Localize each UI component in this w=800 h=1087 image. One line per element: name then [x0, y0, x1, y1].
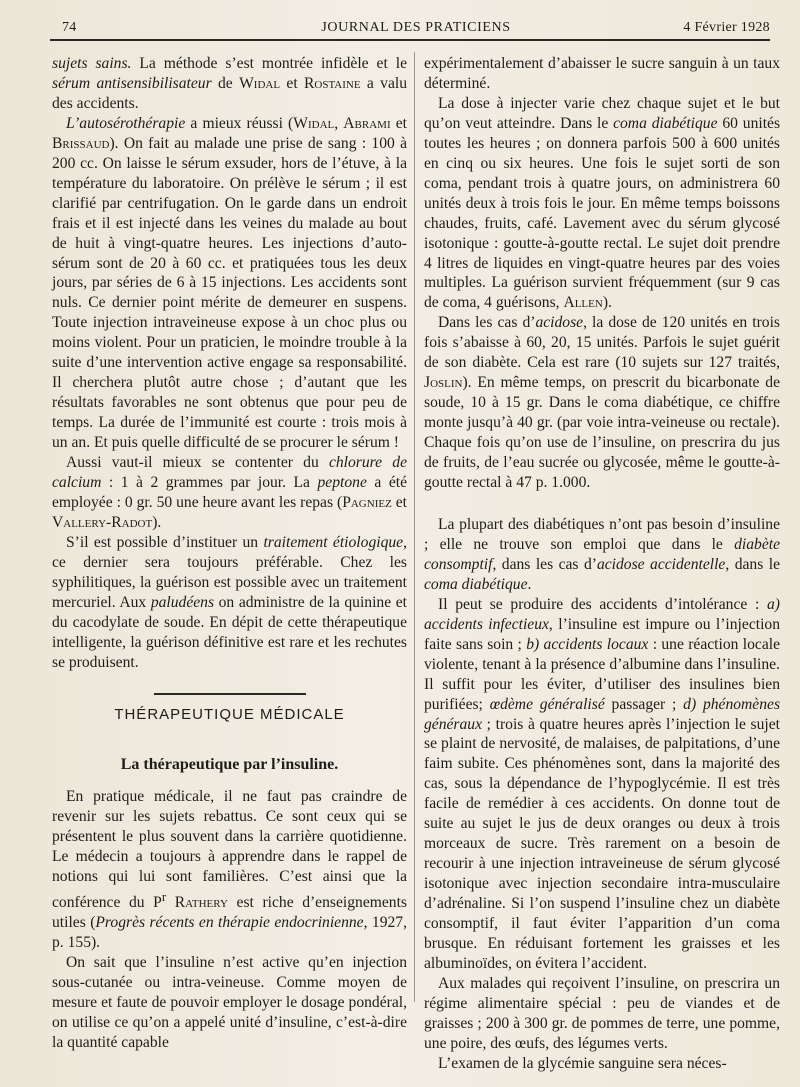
text: , la dose de 120 unités en trois fois s’abaisse à 60, 20, 15 unités. Parfois le sujet guérit de son diabète. Cela est rare (10 sujets sur 127 traités,: [424, 314, 780, 372]
text: La dose à injecter varie chez chaque sujet et le but qu’on veut atteindre. Dans le: [424, 94, 780, 132]
author-name: Vallery-Radot: [52, 513, 153, 531]
text: ).: [602, 294, 612, 312]
text: .: [527, 575, 532, 593]
emphasis: sujets sains.: [52, 55, 132, 72]
text: La plupart des diabétiques n’ont pas besoin d’insuline ; elle ne trouve son emploi que dans le: [424, 515, 780, 553]
author-name: Widal: [239, 74, 281, 92]
paragraph: L’examen de la glycémie sanguine sera néces-: [438, 1054, 727, 1072]
text: S’il est possible d’instituer un: [66, 533, 264, 551]
section-title: THÉRAPEUTIQUE MÉDICALE: [114, 705, 345, 723]
text: et: [280, 74, 304, 92]
text: ; trois à quatre heures après l’injection le sujet se plaint de nervosité, de malaises, de palpitations, d’une faim subite. Ces phénomènes sont, dans la majorité des cas, sous la dépendance de l’hypoglycémie. Il est très facile de remédier à ces accidents. On donne tout de suite au sujet le jus de deux oranges ou deux à trois morceaux de sucre. Très rarement on a besoin de recourir à une injection intraveineuse de sérum glycosé isotonique avec injection secondaire intra-musculaire d’adrénaline. Si l’on suspend l’insuline chez un diabète consomptif, il faut éviter l’apparition d’un coma brusque. En réduisant fortement les graisses et les albuminoïdes, on évitera l’accident.: [424, 715, 780, 972]
text: : 1 à 2 grammes par jour. La: [101, 474, 318, 492]
emphasis: coma diabétique: [424, 575, 528, 593]
author-name: Rostaine: [303, 74, 361, 92]
superscript: r: [161, 889, 167, 905]
emphasis: acidose: [535, 314, 584, 332]
page-number: 74: [62, 20, 77, 35]
paragraph: expérimentalement d’abaisser le sucre sanguin à un taux déterminé.: [424, 55, 780, 92]
text: En pratique médicale, il ne faut pas craindre de revenir sur les sujets rebattus. Ce sont ceux qui se présentent le plus souvent dans la carrière quotidienne. Le médecin a toujours à apprendre dans le rappel de notions qui lui sont familières. C’est ainsi que la conférence du P: [52, 788, 407, 912]
text: a mieux réussi (: [185, 114, 294, 132]
text: ). On fait au malade une prise de sang : 100 à 200 cc. On laisse le sérum exsuder, hors de l’étuve, à la température du laboratoire. On prélève le sérum ; il est clarifié par centrifugation. On le garde dans un endroit frais et il est injecté dans les veines du malade au bout de huit à vingt-quatre heures. Les injections d’auto-sérum sont de 20 à 60 cc. et pratiquées tous les deux jours, par séries de 6 à 15 injections. Les accidents sont nuls. Ce dernier point mérite de demeurer en suspens. Toute injection intraveineuse expose à un choc plus ou moins violent. Pour un praticien, le moindre trouble à la suite d’une intervention active engage sa responsabilité. Il cherchera plutôt autre chose ; d’autant que les résultats favorables ne sont obtenus que pour peu de temps. La durée de l’immunité est courte : trois mois à un an. Et puis quelle difficulté de se procurer le sérum !: [52, 134, 407, 452]
text: , dans les cas d’: [492, 555, 597, 573]
author-name: Rathery: [166, 894, 228, 912]
paragraph: [424, 595, 780, 974]
emphasis: L’autosérothérapie: [66, 114, 186, 132]
text: ,: [334, 114, 344, 132]
author-name: Pagniez: [342, 493, 392, 511]
text: et: [391, 493, 407, 511]
author-name: Brissaud: [52, 134, 110, 152]
paragraph: Aux malades qui reçoivent l’insuline, on prescrira un régime alimentaire spécial : peu de viandes et de graisses ; 200 à 300 gr. de pommes de terre, une pomme, une poire, des œufs, des légumes verts.: [424, 974, 780, 1052]
author-name: Widal: [293, 114, 335, 132]
emphasis: b) accidents locaux: [526, 635, 649, 653]
text: de: [211, 74, 240, 92]
text: Dans les cas d’: [438, 314, 536, 332]
emphasis: coma diabétique: [613, 114, 718, 132]
paragraph: [52, 54, 407, 114]
paragraph: [424, 313, 780, 493]
emphasis: œdème généralisé: [489, 695, 605, 713]
text: ).: [152, 513, 162, 531]
emphasis: d) phénomènes généraux: [424, 695, 781, 733]
emphasis: diabète consomptif: [424, 535, 780, 573]
journal-title: JOURNAL DES PRATICIENS: [321, 20, 511, 35]
article-title: La thérapeutique par l’insuline.: [120, 755, 339, 773]
emphasis: peptone: [317, 474, 367, 492]
paragraph: [424, 515, 780, 595]
text: Il peut se produire des accidents d’intolérance :: [438, 595, 767, 613]
paragraph: [52, 787, 407, 953]
text: passager ;: [604, 695, 684, 713]
text: , dans le: [725, 555, 780, 573]
text: : une réaction locale violente, tenant à la présence d’albumine dans l’insuline. Il suffit pour les éviter, d’utiliser des insulines bien purifiées;: [424, 635, 780, 713]
text: Aussi vaut-il mieux se contenter du: [66, 454, 329, 472]
text: 60 unités toutes les heures ; on donnera parfois 500 à 600 unités en cinq ou six heures. Une fois le sujet sorti de son coma, pendant trois à quatre jours, on administrera 60 unités deux à trois fois le jour. En même temps boissons chaudes, fruits, café. Lavement avec du sérum glycosé isotonique : goutte-à-goutte rectal. Le sujet doit prendre 4 litres de liquides en vingt-quatre heures par des voies multiples. La guérison survient fréquemment (sur 9 cas de coma, 4 guérisons,: [424, 114, 781, 312]
text: a été employée : 0 gr. 50 une heure avant les repas (: [52, 474, 407, 511]
text: , l’insuline est impure ou l’injection faite sans soin ;: [424, 615, 780, 653]
header-rule: [50, 39, 770, 41]
text: La méthode s’est montrée infidèle et le: [131, 55, 407, 72]
emphasis: paludéens: [150, 593, 215, 611]
paragraph: [52, 453, 407, 533]
paragraph: [52, 533, 407, 673]
paragraph: [424, 94, 780, 313]
emphasis: acidose accidentelle: [596, 555, 726, 573]
author-name: Abrami: [343, 114, 391, 132]
text: a valu des accidents.: [52, 74, 407, 112]
text: , ce dernier sera toujours préférable. Chez les syphilitiques, la guérison est possible avec un traitement mercuriel. Aux: [52, 533, 407, 611]
column-divider: [414, 52, 415, 1002]
text: , 1927, p. 155).: [52, 914, 407, 952]
emphasis: chlorure de calcium: [52, 454, 407, 492]
emphasis: a) accidents infectieux: [424, 595, 780, 633]
author-name: Joslin: [424, 374, 463, 392]
emphasis: Progrès récents en thérapie endocrinienne: [95, 914, 364, 932]
right-column: [424, 54, 780, 1074]
text: ). En même temps, on prescrit du bicarbonate de soude, 10 à 15 gr. Dans le coma diabétique, ce chiffre monte jusqu’à 40 gr. (par voie intra-veineuse ou rectale). Chaque fois qu’on use de l’insuline, on prescrira du jus de fruits, de l’eau sucrée ou glycosée, même le goutte-à-goutte rectal à 47 p. 1.000.: [424, 374, 780, 492]
left-column: [52, 54, 407, 1053]
text: et: [390, 114, 407, 132]
text: est riche d’enseignements utiles (: [52, 894, 407, 932]
paragraph: On sait que l’insuline n’est active qu’en injection sous-cutanée ou intra-veineuse. Comme moyen de mesure et faute de pouvoir employer le dosage pondéral, on utilise ce qu’on a appelé unité d’insuline, c’est-à-dire la quantité capable: [52, 954, 407, 1052]
paragraph: [52, 114, 407, 453]
author-name: Allen: [563, 294, 603, 312]
text: on administre de la quinine et du cacodylate de soude. En dépit de cette thérapeutique intelligente, la guérison définitive est rare et les rechutes se produisent.: [52, 593, 407, 671]
emphasis: sérum antisensibilisateur: [52, 74, 212, 92]
emphasis: traitement étiologique: [263, 533, 404, 551]
issue-date: 4 Février 1928: [683, 20, 770, 35]
